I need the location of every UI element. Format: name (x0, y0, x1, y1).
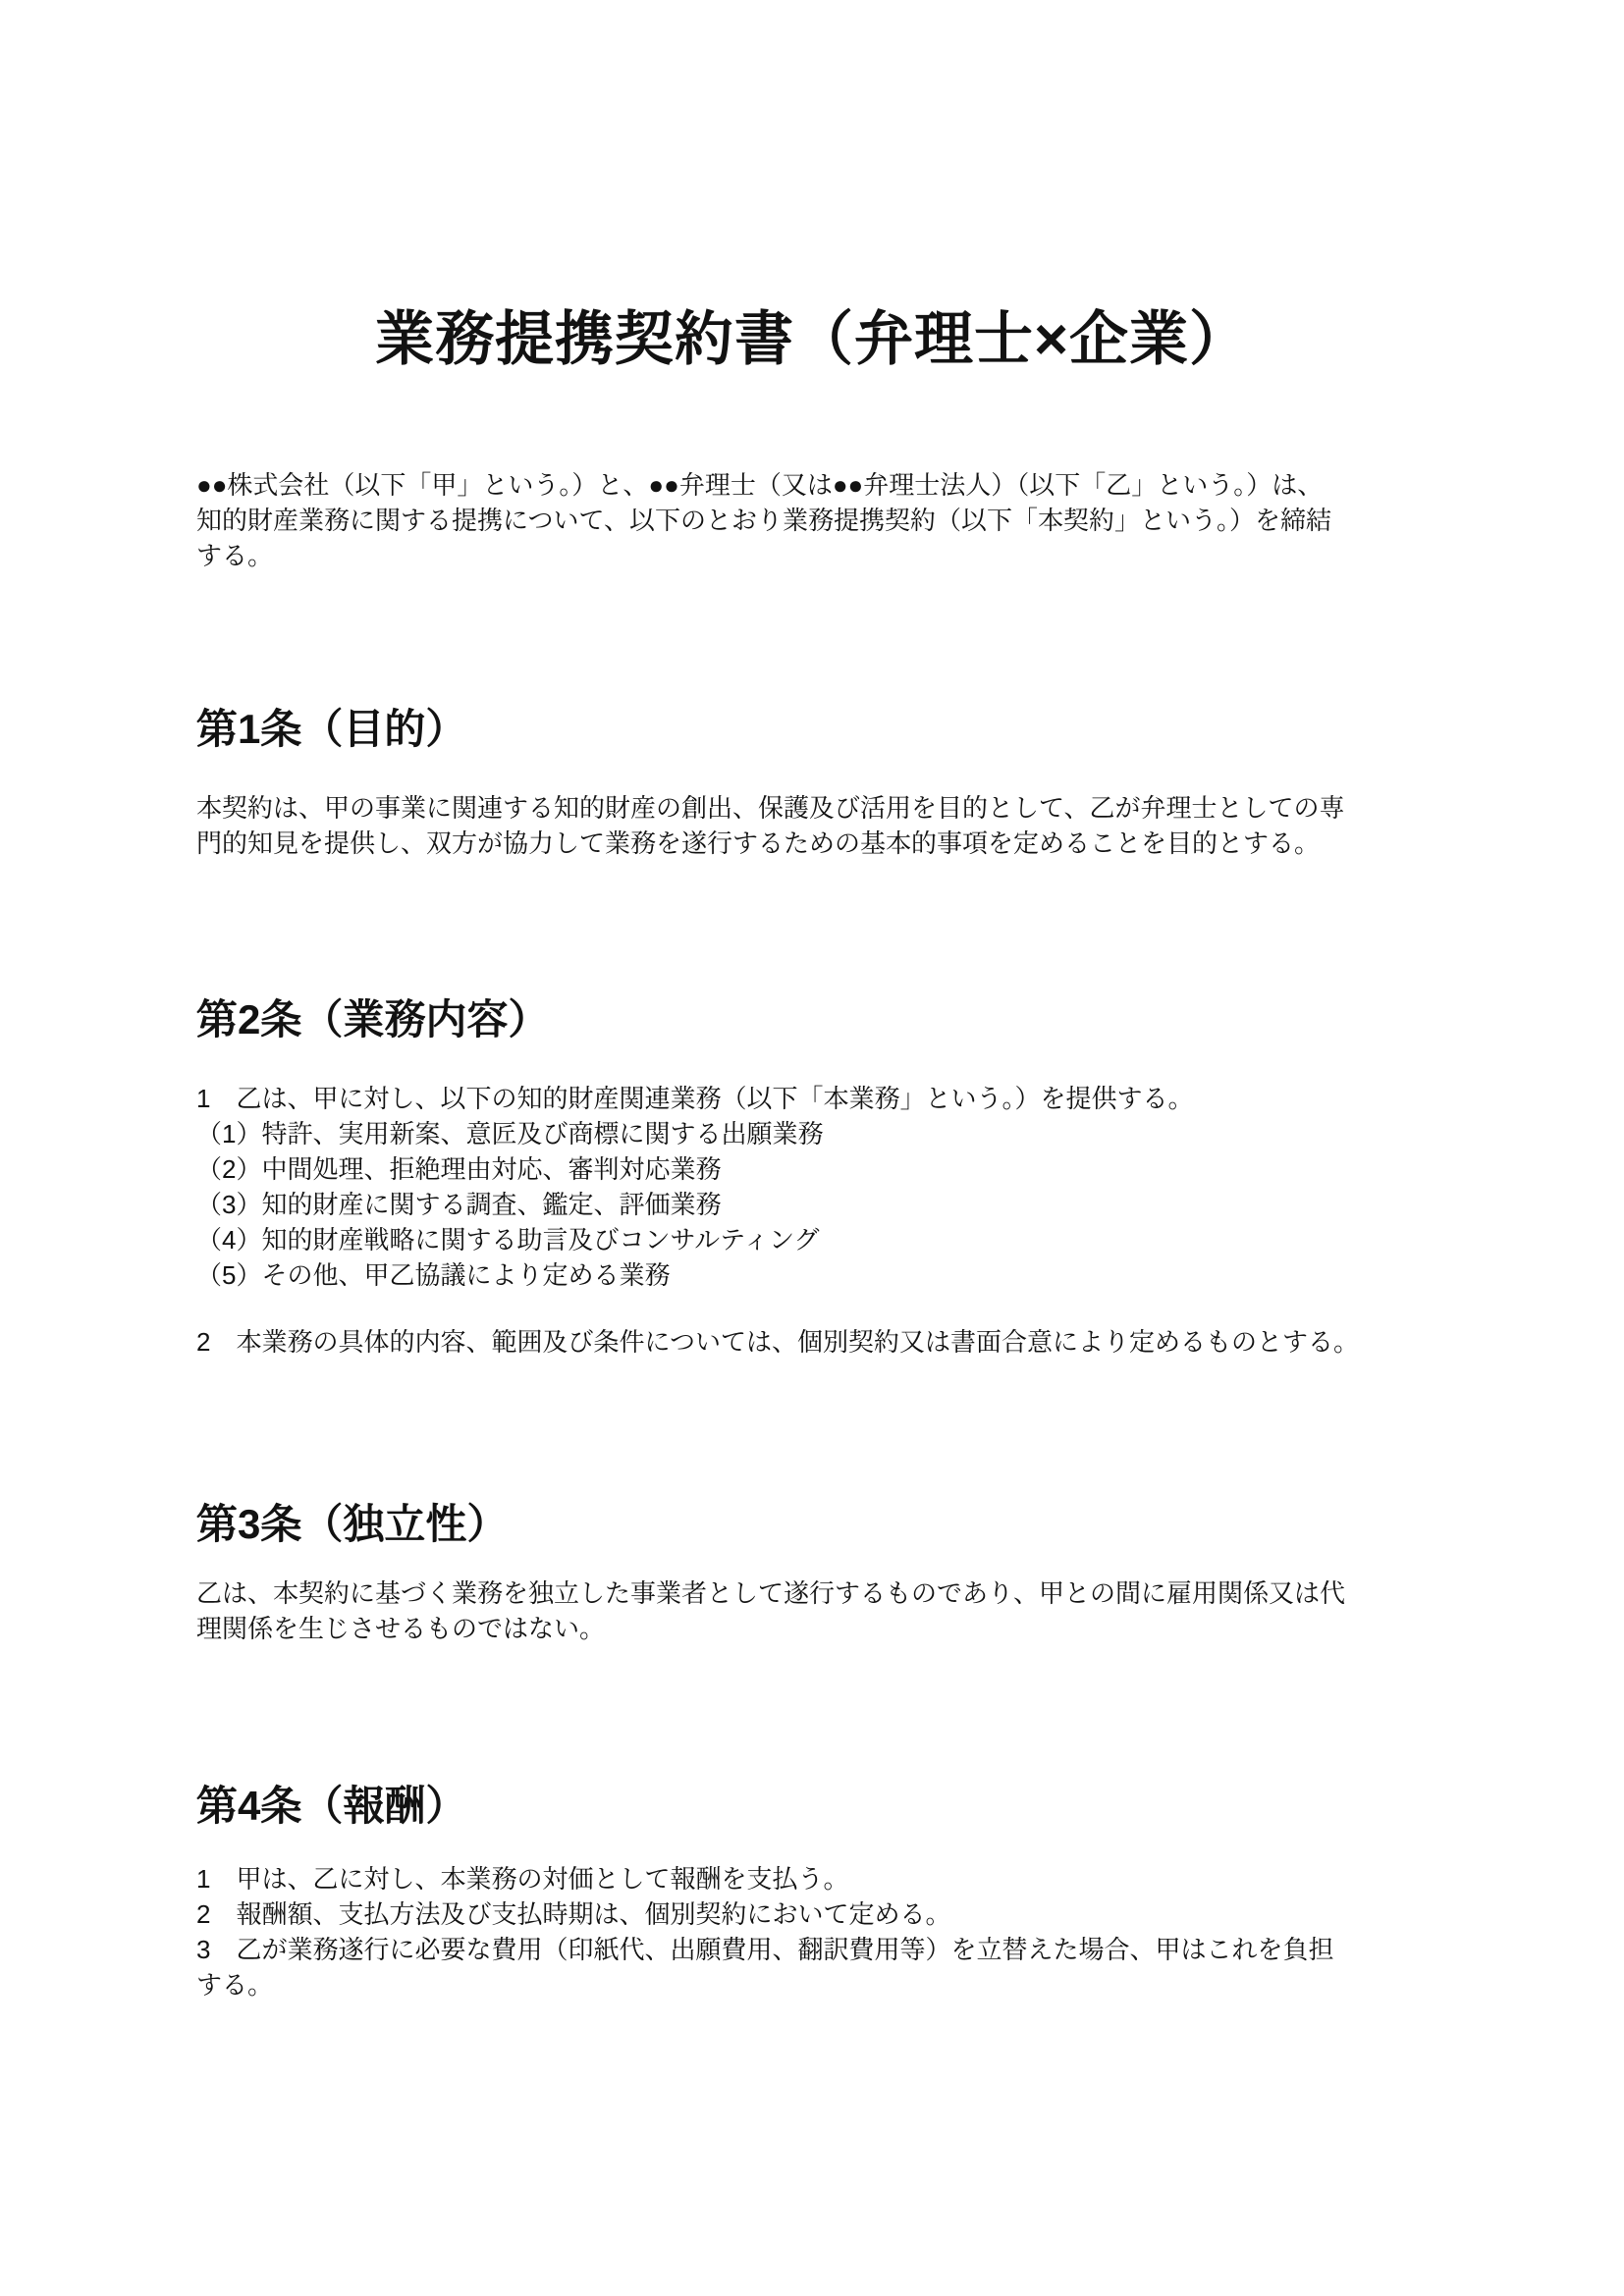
section-1-heading: 第1条（目的） (196, 705, 467, 752)
section-4-items: 1 甲は、乙に対し、本業務の対価として報酬を支払う。 2 報酬額、支払方法及び支払時期は、個別契約において定める。 3 乙が業務遂行に必要な費用（印紙代、出願費用、翻訳費用等）を立替えた場合、甲はこれを負担 する。 (196, 1864, 1334, 2000)
section-4-heading: 第4条（報酬） (196, 1782, 467, 1829)
section-2-item-1: 1 乙は、甲に対し、以下の知的財産関連業務（以下「本業務」という。）を提供する。 (196, 1084, 1194, 1113)
section-1-body: 本契約は、甲の事業に関連する知的財産の創出、保護及び活用を目的として、乙が弁理士としての専 門的知見を提供し、双方が協力して業務を遂行するための基本的事項を定めることを目的とする。 (196, 793, 1345, 858)
section-3-body: 乙は、本契約に基づく業務を独立した事業者として遂行するものであり、甲との間に雇用関係又は代 理関係を生じさせるものではない。 (196, 1578, 1346, 1643)
section-2-item-2: 2 本業務の具体的内容、範囲及び条件については、個別契約又は書面合意により定めるものとする。 (196, 1327, 1359, 1357)
intro-paragraph: ●●株式会社（以下「甲」という。）と、●●弁理士（又は●●弁理士法人）（以下「乙」という。）は、 知的財産業務に関する提携について、以下のとおり業務提携契約（以下「本契約」という。）を締結 する。 (196, 470, 1331, 570)
section-2-heading: 第2条（業務内容） (196, 995, 550, 1042)
document-title: 業務提携契約書（弁理士×企業） (374, 306, 1250, 373)
section-3-heading: 第3条（独立性） (196, 1500, 509, 1547)
section-2-subitems: （1）特許、実用新案、意匠及び商標に関する出願業務 （2）中間処理、拒絶理由対応、審判対応業務 （3）知的財産に関する調査、鑑定、評価業務 （4）知的財産戦略に関する助言及びコンサルティング （5）その他、甲乙協議により定める業務 (196, 1119, 824, 1290)
